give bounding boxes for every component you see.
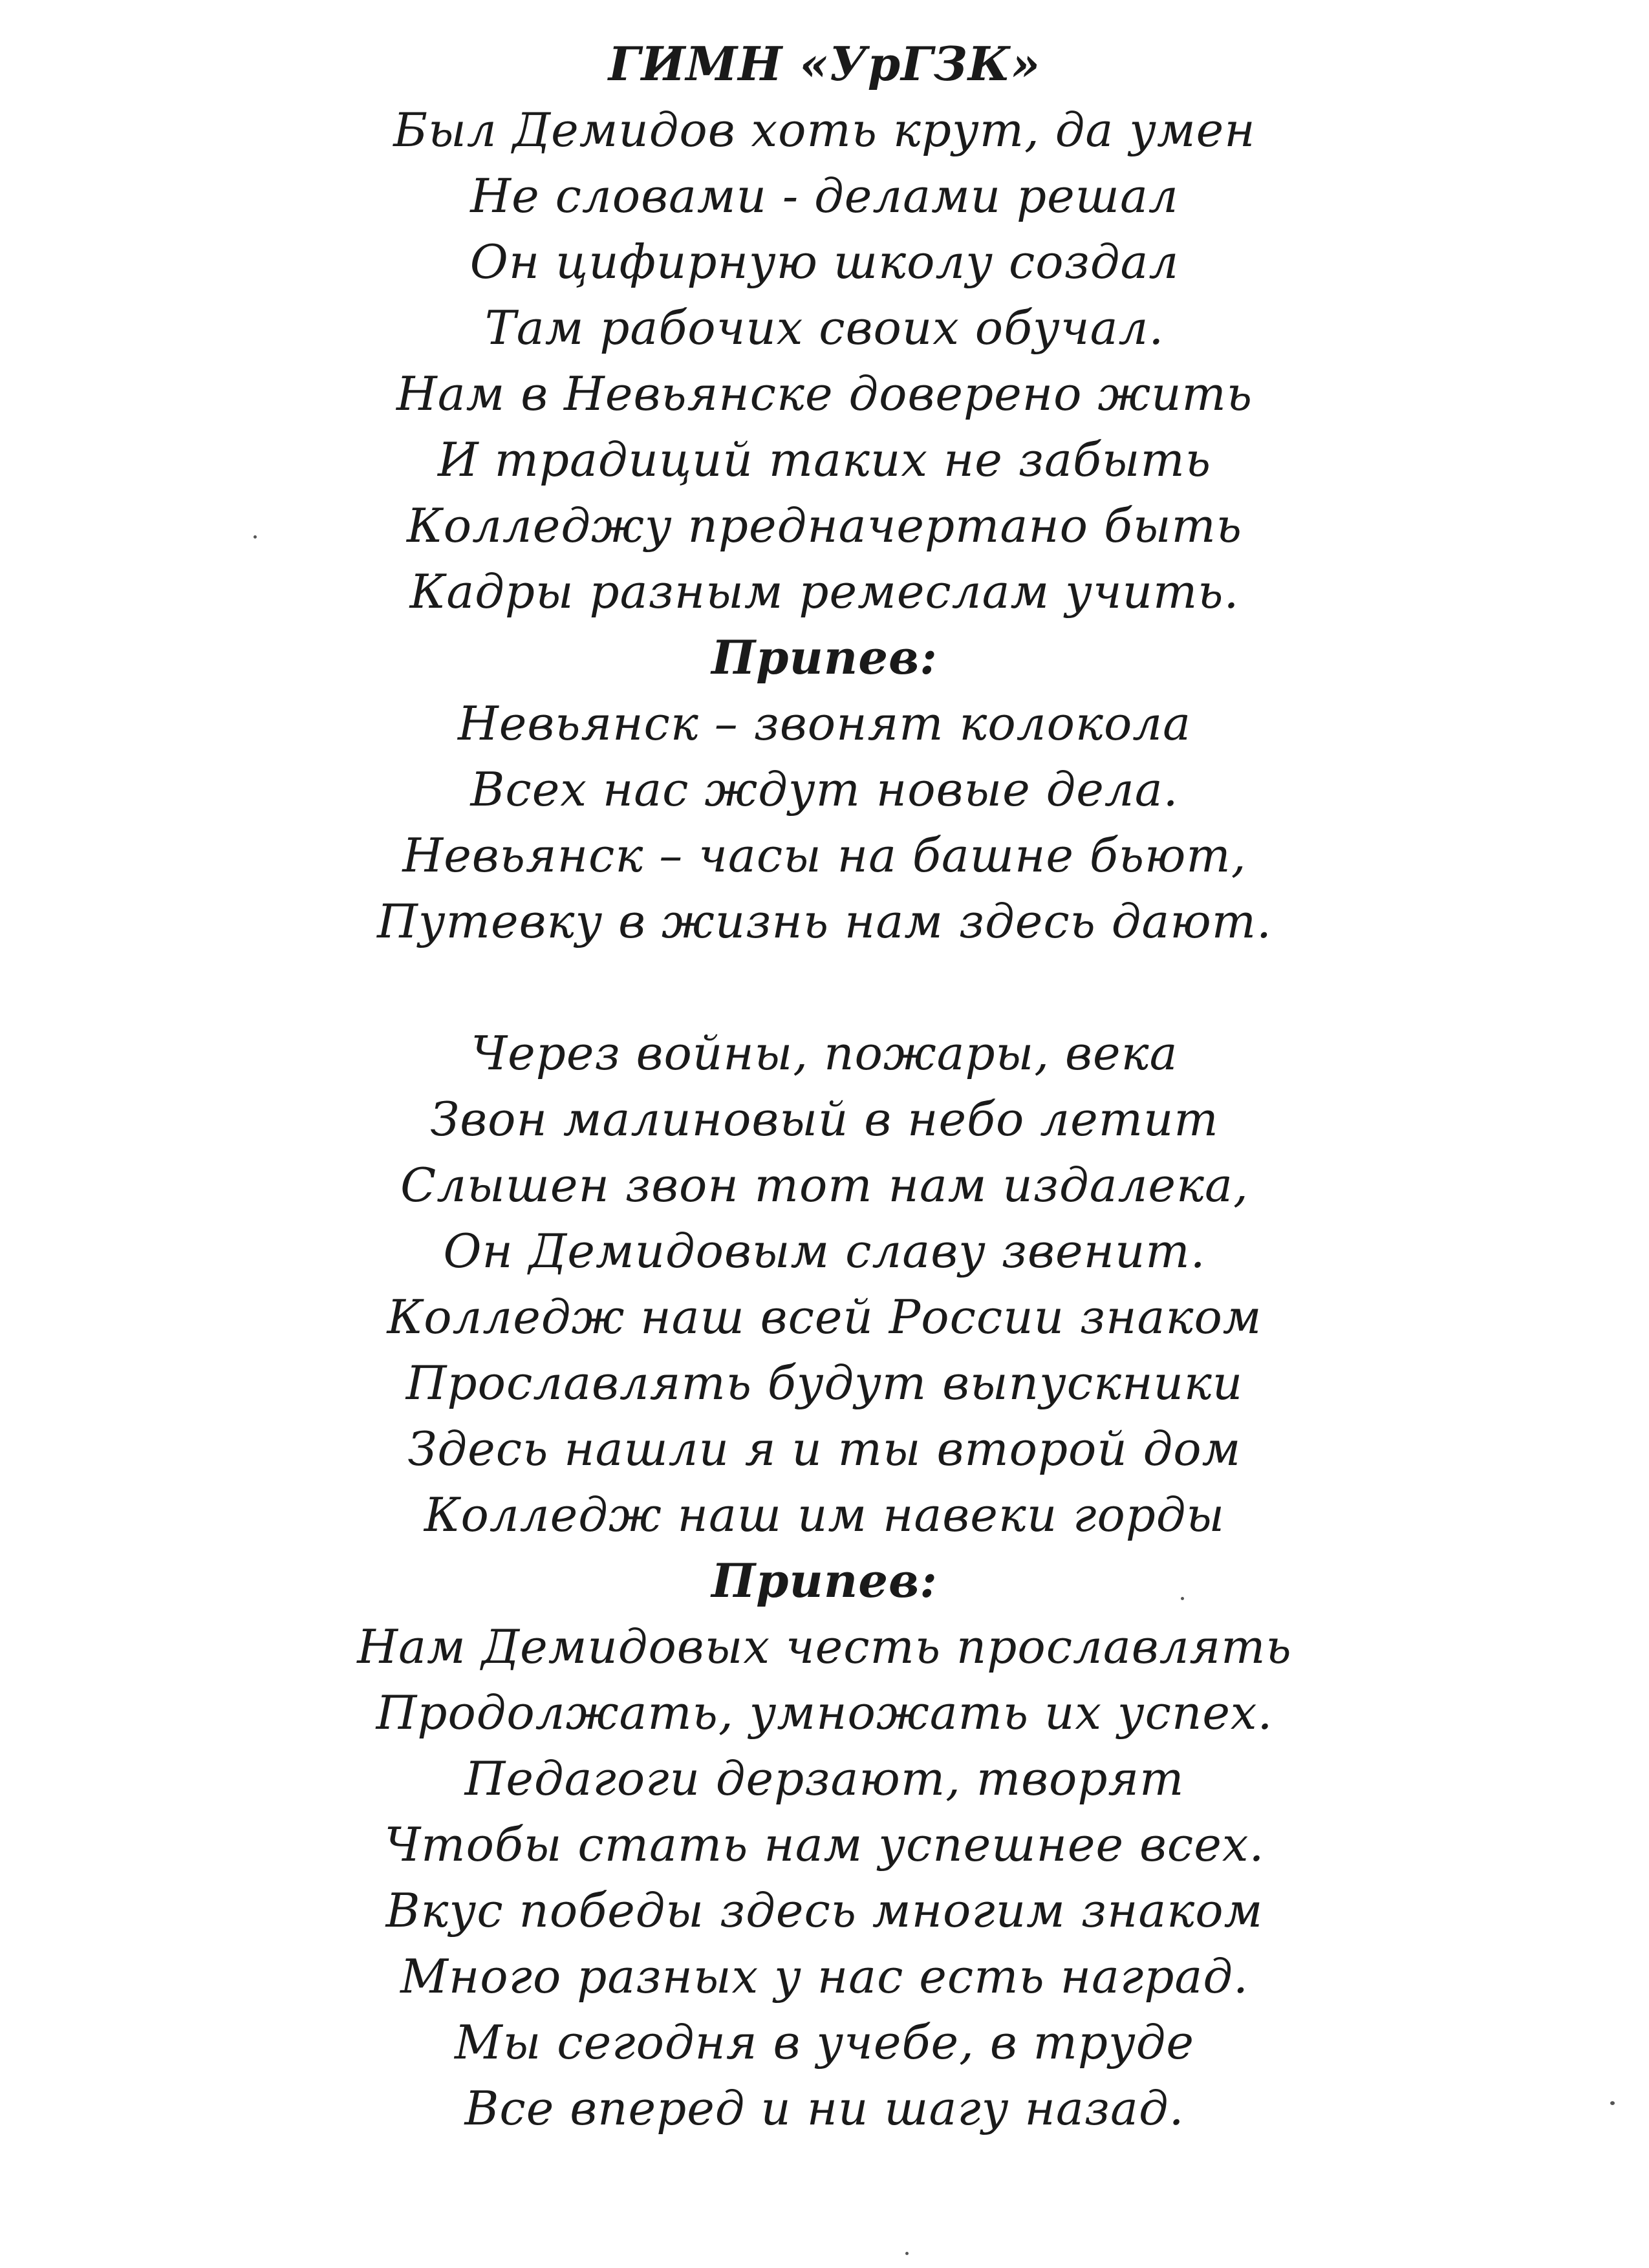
- anthem-text: [0, 31, 1649, 2141]
- scan-speck: [253, 535, 257, 539]
- verse-line: Звон малиновый в небо летит: [430, 1092, 1219, 1146]
- verse-line: Прославлять будут выпускники: [405, 1356, 1244, 1410]
- verse-line: Слышен звон тот нам издалека,: [400, 1158, 1249, 1212]
- verse-line: Он цифирную школу создал: [469, 235, 1180, 289]
- chorus: [0, 690, 1649, 954]
- verse-line: Колледж наш им навеки горды: [424, 1488, 1225, 1542]
- verse-line: Мы сегодня в учебе, в труде: [455, 2015, 1194, 2070]
- verse-line: И традиций таких не забыть: [437, 433, 1212, 487]
- scan-speck: [1181, 1597, 1184, 1600]
- verse-line: Через войны, пожары, века: [471, 1026, 1178, 1080]
- verse-line: Продолжать, умножать их успех.: [376, 1685, 1273, 1740]
- verse-line: Нам в Невьянске доверено жить: [396, 367, 1253, 421]
- verse-line: Вкус победы здесь многим знаком: [385, 1883, 1264, 1938]
- verse-line: Педагоги дерзают, творят: [464, 1751, 1185, 1806]
- verse-2: [0, 1020, 1649, 1548]
- chorus-line: Всех нас ждут новые дела.: [470, 762, 1179, 817]
- stanza-gap: [0, 954, 1649, 1020]
- verse-line: Кадры разным ремеслам учить.: [409, 564, 1240, 619]
- verse-line: Здесь нашли я и ты второй дом: [407, 1422, 1242, 1476]
- chorus-label: Припев:: [711, 1553, 938, 1608]
- chorus-line: Невьянск – часы на башне бьют,: [402, 828, 1247, 883]
- verse-line: Нам Демидовых честь прославлять: [357, 1620, 1292, 1674]
- verse-1: [0, 97, 1649, 625]
- verse-3: [0, 1614, 1649, 2141]
- verse-line: Не словами - делами решал: [470, 169, 1179, 223]
- verse-line: Колледж наш всей России знаком: [387, 1290, 1262, 1344]
- verse-line: Много разных у нас есть наград.: [400, 1949, 1249, 2004]
- verse-line: Там рабочих своих обучал.: [484, 301, 1165, 355]
- scan-speck: [1610, 2101, 1615, 2105]
- verse-line: Он Демидовым славу звенит.: [443, 1224, 1206, 1278]
- verse-line: Все вперед и ни шагу назад.: [464, 2081, 1185, 2135]
- scan-speck: [905, 2252, 909, 2255]
- verse-line: Колледжу предначертано быть: [407, 498, 1242, 553]
- anthem-title: ГИМН «УрГЗК»: [608, 36, 1041, 91]
- verse-line: Был Демидов хоть крут, да умен: [393, 103, 1256, 157]
- chorus-label: Припев:: [711, 630, 938, 685]
- verse-line: Чтобы стать нам успешнее всех.: [384, 1817, 1265, 1872]
- chorus-line: Путевку в жизнь нам здесь дают.: [377, 894, 1272, 948]
- chorus-line: Невьянск – звонят колокола: [457, 696, 1192, 751]
